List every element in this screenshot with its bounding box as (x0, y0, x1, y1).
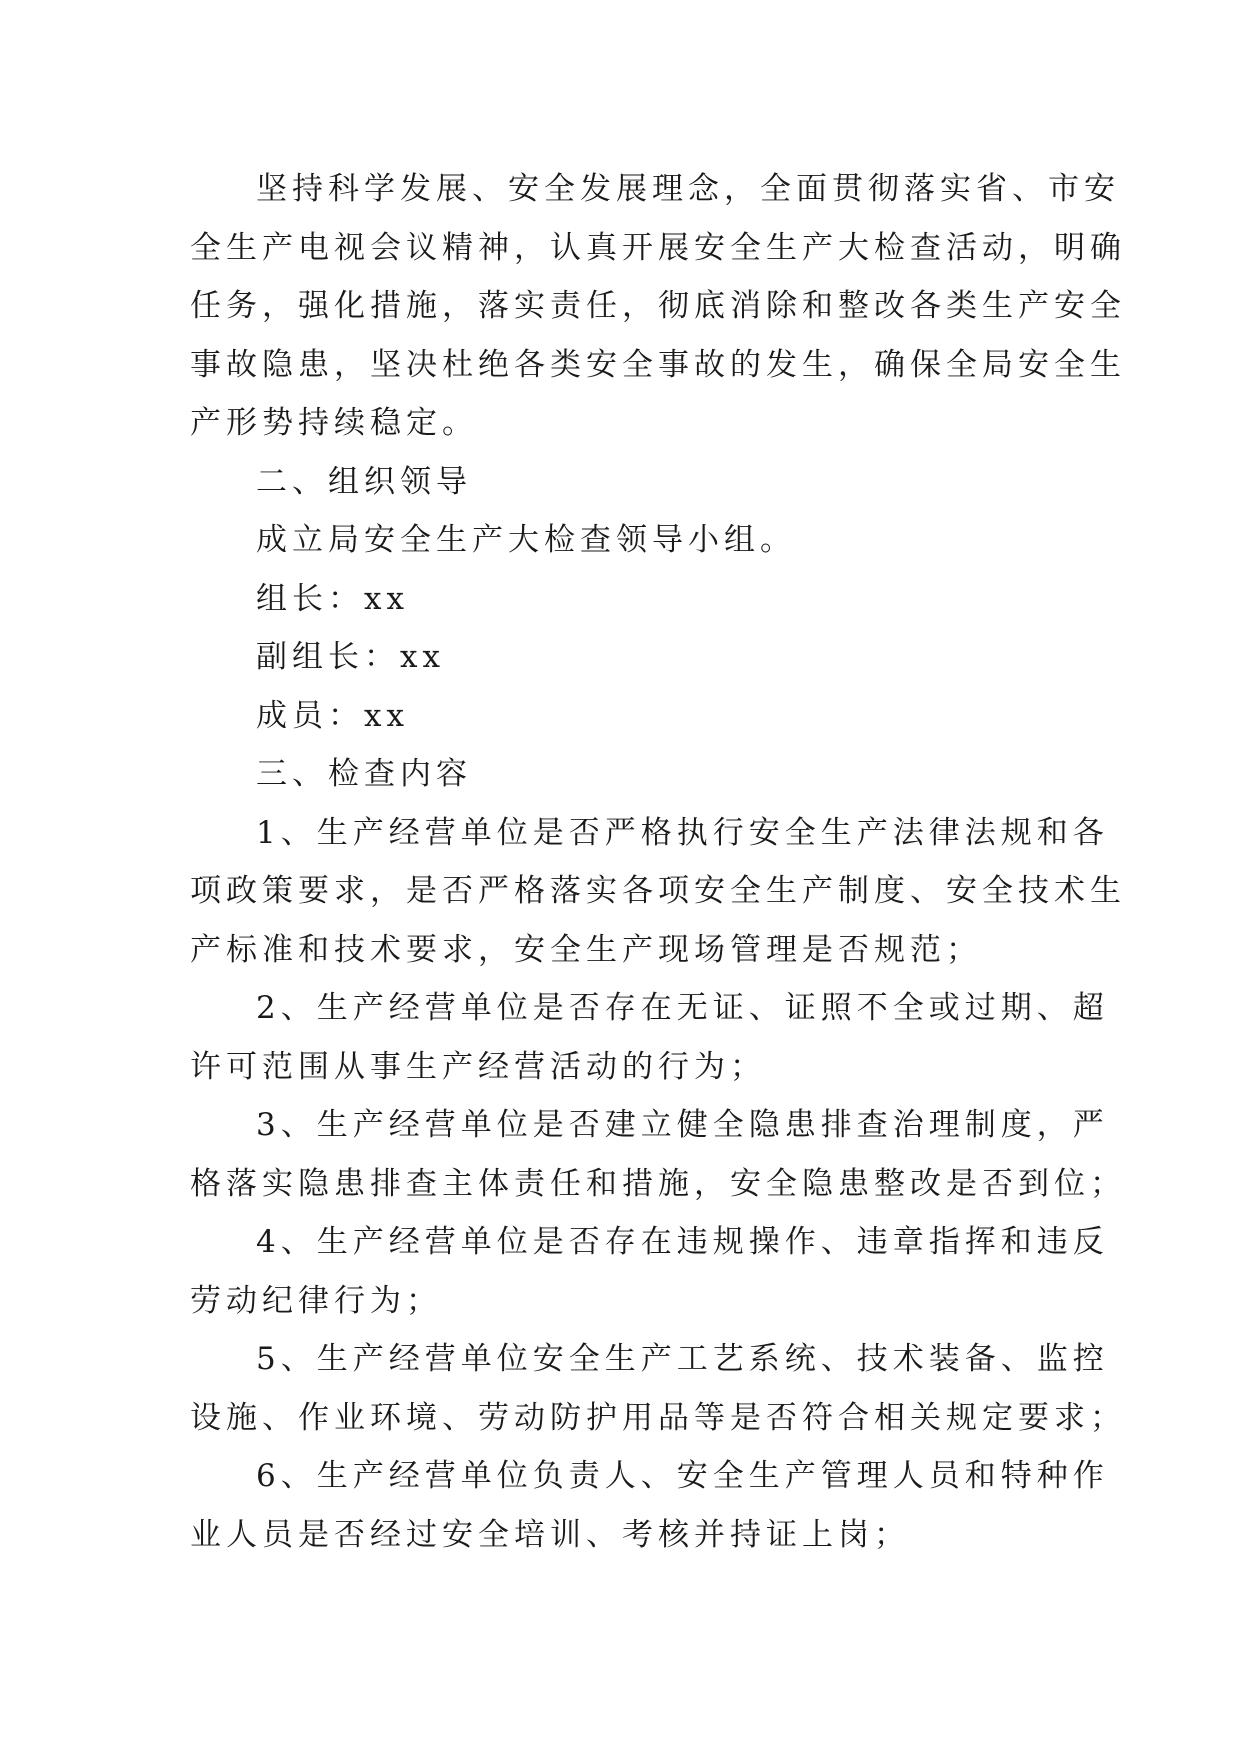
text-line: 事故隐患，坚决杜绝各类安全事故的发生，确保全局安全生 (190, 346, 1126, 383)
inspection-item-1 (190, 804, 1126, 980)
text-line: 业人员是否经过安全培训、考核并持证上岗； (190, 1516, 910, 1553)
paragraph-group-established (190, 511, 1060, 570)
section-heading-organization (190, 453, 1060, 512)
section-heading: 二、组织领导 (256, 463, 472, 500)
inspection-item-2 (190, 979, 1109, 1096)
text-line: 产形势持续稳定。 (190, 405, 478, 441)
inspection-item-3 (190, 1096, 1126, 1213)
text-line: 坚持科学发展、安全发展理念，全面贯彻落实省、市安 (256, 171, 1120, 207)
text-line: 产标准和技术要求，安全生产现场管理是否规范； (190, 931, 982, 968)
document-body (190, 160, 1126, 1564)
text-line: 6、生产经营单位负责人、安全生产管理人员和特种作 (256, 1458, 1109, 1494)
text-line: 成立局安全生产大检查领导小组。 (256, 522, 796, 558)
team-members (190, 687, 1060, 746)
text-line: 组长：xx (256, 580, 409, 617)
section-heading-inspection-content (190, 745, 1060, 804)
text-line: 全生产电视会议精神，认真开展安全生产大检查活动，明确 (190, 229, 1126, 266)
text-line: 项政策要求，是否严格落实各项安全生产制度、安全技术生 (190, 873, 1126, 909)
text-line: 1、生产经营单位是否严格执行安全生产法律法规和各 (256, 814, 1109, 851)
text-line: 任务，强化措施，落实责任，彻底消除和整改各类生产安全 (190, 288, 1126, 324)
text-line: 4、生产经营单位是否存在违规操作、违章指挥和违反 (256, 1224, 1109, 1260)
inspection-item-6 (190, 1447, 1109, 1564)
text-line: 副组长：xx (256, 639, 445, 675)
text-line: 成员：xx (256, 697, 409, 734)
deputy-team-leader (190, 628, 1060, 687)
text-line: 格落实隐患排查主体责任和措施，安全隐患整改是否到位； (190, 1165, 1126, 1202)
text-line: 3、生产经营单位是否建立健全隐患排查治理制度，严 (256, 1107, 1109, 1143)
text-line: 设施、作业环境、劳动防护用品等是否符合相关规定要求； (190, 1399, 1126, 1436)
text-line: 5、生产经营单位安全生产工艺系统、技术装备、监控 (256, 1341, 1109, 1377)
text-line: 劳动纪律行为； (190, 1282, 442, 1319)
section-heading: 三、检查内容 (256, 756, 472, 792)
inspection-item-4 (190, 1213, 1109, 1330)
inspection-item-5 (190, 1330, 1126, 1447)
text-line: 许可范围从事生产经营活动的行为； (190, 1048, 766, 1085)
team-leader (190, 570, 1060, 629)
paragraph-intro (190, 160, 1126, 453)
text-line: 2、生产经营单位是否存在无证、证照不全或过期、超 (256, 990, 1109, 1026)
